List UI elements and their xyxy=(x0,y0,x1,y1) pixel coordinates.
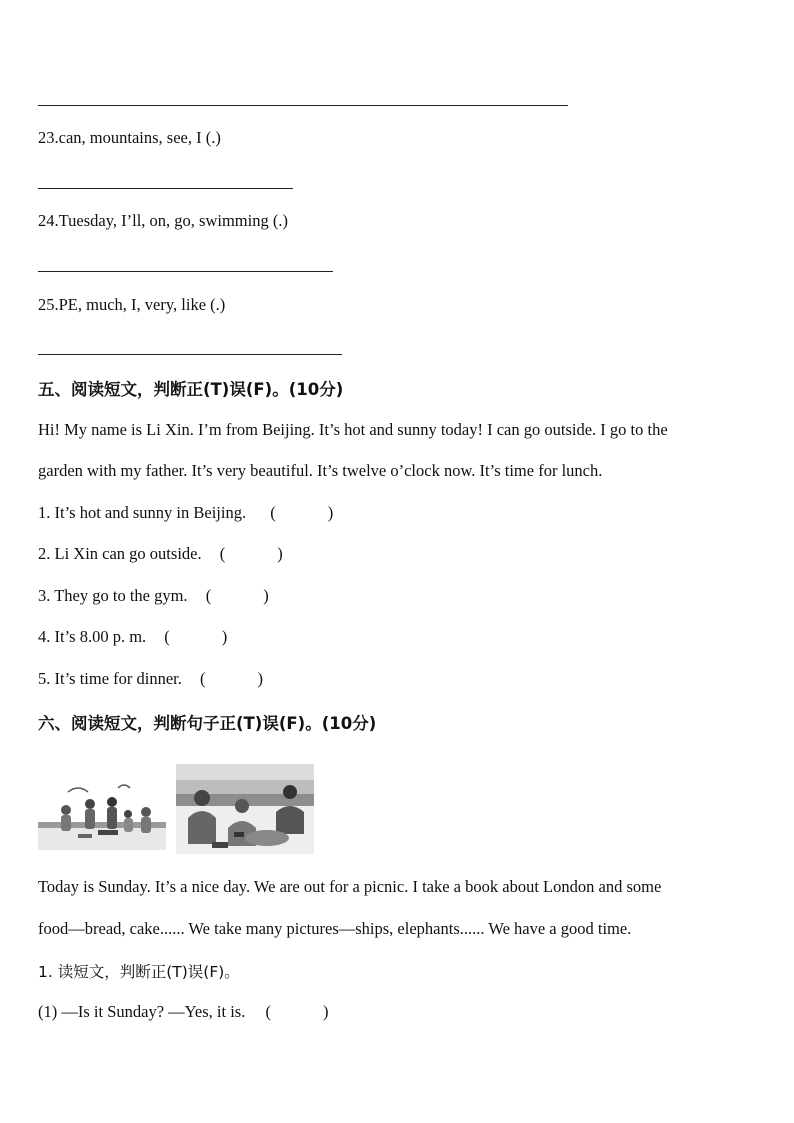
picnic-image-left xyxy=(38,780,166,850)
section-5-heading xyxy=(38,376,343,400)
paren-open: ( xyxy=(219,544,226,563)
paren-open: ( xyxy=(200,669,206,688)
paren-open: ( xyxy=(270,503,276,522)
answer-line-23[interactable] xyxy=(38,188,293,189)
section-6-heading-text: 六、阅读短文，判断句子正(T)误(F)。(10分) xyxy=(38,714,377,733)
paren-open: ( xyxy=(265,1002,271,1021)
answer-blank-4[interactable] xyxy=(164,627,227,647)
item-text: (1) —Is it Sunday? —Yes, it is. xyxy=(38,1002,246,1021)
answer-line xyxy=(38,105,568,106)
section-6-sub-heading xyxy=(38,960,240,982)
sub-heading-text: 1. 读短文，判断正(T)误(F)。 xyxy=(38,963,240,981)
answer-blank-2[interactable] xyxy=(220,544,283,564)
item-text: 1. It’s hot and sunny in Beijing. xyxy=(38,503,247,522)
answer-blank-1[interactable] xyxy=(270,503,333,523)
paren-close: ) xyxy=(263,586,269,605)
paren-close: ) xyxy=(322,1002,329,1021)
section-5-item-2 xyxy=(38,544,283,564)
picnic-sketch-left xyxy=(38,780,166,850)
item-text: 5. It’s time for dinner. xyxy=(38,669,182,688)
question-25: 25.PE, much, I, very, like (.) xyxy=(38,295,226,314)
paren-open: ( xyxy=(164,627,170,646)
answer-blank-3[interactable] xyxy=(206,586,269,606)
item-text: 3. They go to the gym. xyxy=(38,586,188,605)
section-6-heading xyxy=(38,710,376,734)
section-5-heading-text: 五、阅读短文，判断正(T)误(F)。(10分) xyxy=(38,380,344,399)
section-5-passage-line-1: Hi! My name is Li Xin. I’m from Beijing. It’s hot and sunny today! I can go outside. I go to the xyxy=(38,420,668,439)
section-5-item-5 xyxy=(38,669,263,689)
section-6-passage-line-2: food—bread, cake...... We take many pictures—ships, elephants...... We have a good time. xyxy=(38,919,632,938)
answer-line-24[interactable] xyxy=(38,271,333,272)
item-text: 2. Li Xin can go outside. xyxy=(38,544,202,563)
section-6-passage-line-1: Today is Sunday. It’s a nice day. We are out for a picnic. I take a book about London and some xyxy=(38,877,662,896)
answer-line-25[interactable] xyxy=(38,354,342,355)
paren-close: ) xyxy=(277,544,283,563)
picnic-image-right xyxy=(172,758,318,858)
section-5-item-1 xyxy=(38,503,333,523)
paren-close: ) xyxy=(257,669,264,688)
section-5-item-4 xyxy=(38,627,227,647)
question-23: 23.can, mountains, see, I (.) xyxy=(38,128,221,147)
paren-close: ) xyxy=(327,503,334,522)
section-6-item-1 xyxy=(38,1002,328,1022)
section-5-passage-line-2: garden with my father. It’s very beautiful. It’s twelve o’clock now. It’s time for lunch. xyxy=(38,461,603,480)
paren-open: ( xyxy=(205,586,212,605)
item-text: 4. It’s 8.00 p. m. xyxy=(38,627,147,646)
answer-blank-6-1[interactable] xyxy=(265,1002,328,1022)
paren-close: ) xyxy=(221,627,228,646)
picnic-sketch-right xyxy=(172,758,318,858)
answer-blank-5[interactable] xyxy=(200,669,263,689)
question-24: 24.Tuesday, I’ll, on, go, swimming (.) xyxy=(38,211,288,230)
section-5-item-3 xyxy=(38,586,269,606)
